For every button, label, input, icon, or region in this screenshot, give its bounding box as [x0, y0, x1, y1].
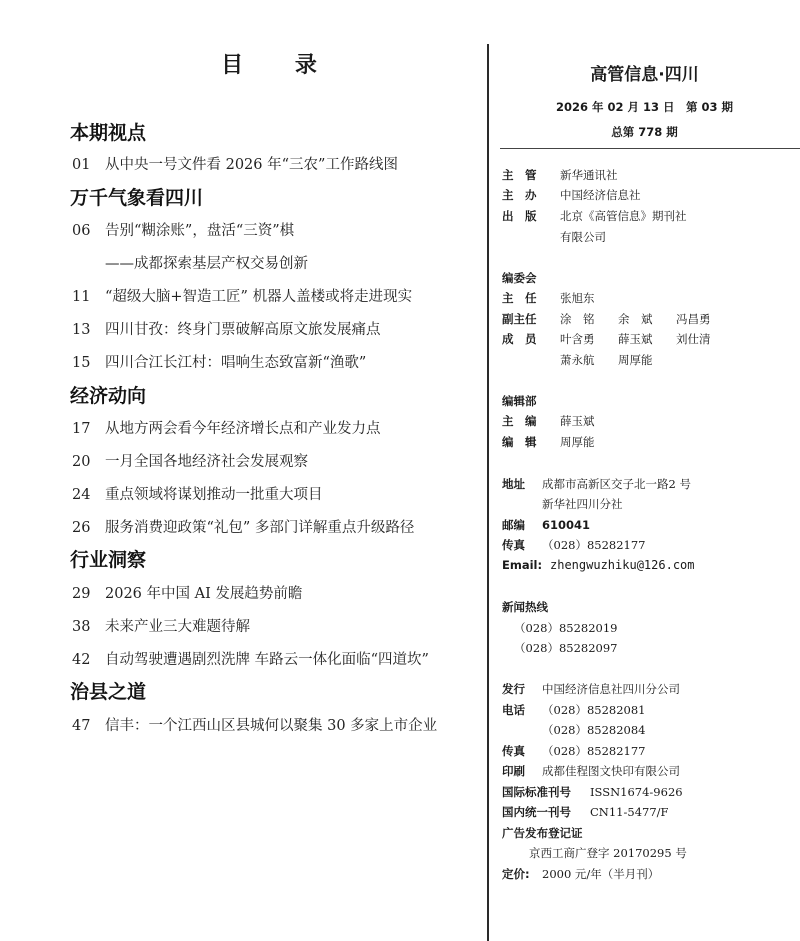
vice-director-name: 涂 铭: [560, 312, 595, 326]
cn-label: 国内统一刊号: [502, 805, 571, 819]
editorial-label: 编辑部: [502, 394, 537, 408]
issn-value: ISSN1674-9626: [590, 785, 683, 799]
zip-value: 610041: [542, 518, 591, 532]
cn-value: CN11-5477/F: [590, 805, 669, 819]
page-number: 01: [72, 157, 91, 173]
issn-label: 国际标准刊号: [502, 785, 571, 799]
issn-row: [502, 784, 683, 800]
fax2-value: （028）85282177: [542, 744, 646, 758]
section-heading: 行业洞察: [70, 549, 147, 571]
member-label: 成 员: [502, 332, 537, 346]
page-number: 17: [72, 421, 91, 437]
entry-subtitle: ——成都探索基层产权交易创新: [105, 256, 308, 272]
print-value: 成都佳程图文快印有限公司: [542, 764, 680, 778]
hotline-number: （028）85282097: [514, 641, 618, 655]
member-name: 叶含勇: [560, 332, 595, 346]
entry-title: 2026 年中国 AI 发展趋势前瞻: [105, 586, 303, 602]
toc-title: 目 录: [221, 53, 339, 78]
fax2-row: [502, 743, 645, 759]
chief-editor-row: [502, 413, 595, 429]
sponsor-label: 主 管: [502, 168, 537, 182]
toc-entry[interactable]: [72, 318, 381, 339]
address-value-cont: 新华社四川分社: [542, 497, 623, 511]
price-row: [502, 866, 659, 882]
member-row-2: [502, 352, 676, 368]
page-number: 06: [72, 223, 91, 239]
organizer-label: 主 办: [502, 188, 537, 202]
address-row: [502, 476, 691, 492]
publisher-label: 出 版: [502, 209, 537, 223]
page-number: 24: [72, 487, 91, 503]
toc-entry[interactable]: [72, 582, 302, 603]
masthead-rule: [500, 148, 800, 149]
toc-entry-subtitle: [105, 252, 308, 273]
print-row: [502, 763, 680, 779]
entry-title: 一月全国各地经济社会发展观察: [105, 454, 308, 470]
vice-director-name: 余 斌: [618, 312, 653, 326]
tel-row: [502, 702, 645, 718]
entry-title: 信丰：一个江西山区县城何以聚集 30 多家上市企业: [105, 718, 438, 734]
masthead: [489, 0, 800, 941]
email-row: [502, 558, 695, 572]
distribution-label: 发行: [502, 682, 525, 696]
sponsor-value: 新华通讯社: [560, 168, 618, 182]
vice-director-name: 冯昌勇: [676, 312, 711, 326]
publication-title: 高管信息·四川: [590, 65, 699, 85]
member-name: 刘仕清: [676, 332, 711, 346]
toc-entry[interactable]: [72, 615, 250, 636]
organizer-value: 中国经济信息社: [560, 188, 641, 202]
organizer-row: [502, 187, 641, 203]
member-name: 周厚能: [618, 353, 653, 367]
entry-title: 从地方两会看今年经济增长点和产业发力点: [105, 421, 381, 437]
toc-entry[interactable]: [72, 648, 429, 669]
editor-label: 编 辑: [502, 435, 537, 449]
page-number: 38: [72, 619, 91, 635]
print-label: 印刷: [502, 764, 525, 778]
tel-label: 电话: [502, 703, 525, 717]
toc-entry[interactable]: [72, 153, 398, 174]
entry-title: 从中央一号文件看 2026 年“三农”工作路线图: [105, 157, 398, 173]
publisher-value-cont: 有限公司: [560, 230, 606, 244]
chief-editor-label: 主 编: [502, 414, 537, 428]
committee-label: 编委会: [502, 271, 537, 285]
entry-title: 四川甘孜：终身门票破解高原文旅发展痛点: [105, 322, 381, 338]
toc-entry[interactable]: [72, 285, 412, 306]
chief-editor-value: 薛玉斌: [560, 414, 595, 428]
page-number: 11: [72, 289, 91, 305]
section-heading: 本期视点: [70, 122, 147, 144]
entry-title: 服务消费迎政策“礼包” 多部门详解重点升级路径: [105, 520, 415, 536]
page-number: 13: [72, 322, 91, 338]
director-value: 张旭东: [560, 291, 595, 305]
fax2-label: 传真: [502, 744, 525, 758]
entry-title: 未来产业三大难题待解: [105, 619, 250, 635]
zip-row: [502, 517, 590, 533]
ad-license-value: 京西工商广登字 20170295 号: [529, 846, 687, 860]
fax-row: [502, 537, 645, 553]
section-heading: 万千气象看四川: [70, 187, 204, 209]
toc-entry[interactable]: [72, 483, 323, 504]
entry-title: 自动驾驶遭遇剧烈洗牌 车路云一体化面临“四道坎”: [105, 652, 429, 668]
director-label: 主 任: [502, 291, 537, 305]
entry-title: 重点领域将谋划推动一批重大项目: [105, 487, 323, 503]
email-label: Email:: [502, 558, 543, 572]
entry-title: 四川合江长江村：唱响生态致富新“渔歌”: [105, 355, 367, 371]
tel-value: （028）85282084: [542, 723, 646, 737]
email-value[interactable]: zhengwuzhiku@126.com: [550, 558, 695, 572]
toc-entry[interactable]: [72, 450, 308, 471]
member-name: 薛玉斌: [618, 332, 653, 346]
editor-row: [502, 434, 595, 450]
sponsor-row: [502, 167, 618, 183]
page-number: 42: [72, 652, 91, 668]
publisher-value: 北京《高管信息》期刊社: [560, 209, 687, 223]
address-value: 成都市高新区交子北一路2 号: [542, 477, 691, 491]
page-number: 29: [72, 586, 91, 602]
editor-value: 周厚能: [560, 435, 595, 449]
distribution-value: 中国经济信息社四川分公司: [542, 682, 680, 696]
hotline-number: （028）85282019: [514, 621, 618, 635]
member-name: 萧永航: [560, 353, 595, 367]
issue-date: 2026 年 02 月 13 日 第 03 期: [555, 100, 734, 114]
total-issue-number: 总第 778 期: [611, 125, 678, 139]
page-number: 20: [72, 454, 91, 470]
entry-title: “超级大脑+智造工匠” 机器人盖楼或将走进现实: [105, 289, 413, 305]
distribution-row: [502, 681, 680, 697]
fax-value: （028）85282177: [542, 538, 646, 552]
price-label: 定价:: [502, 867, 530, 881]
page-number: 47: [72, 718, 91, 734]
toc-entry[interactable]: [72, 219, 294, 240]
zip-label: 邮编: [502, 518, 525, 532]
section-heading: 治县之道: [70, 681, 147, 703]
member-row: [502, 331, 734, 347]
vice-director-label: 副主任: [502, 312, 537, 326]
vice-director-row: [502, 311, 734, 327]
publisher-row: [502, 208, 687, 224]
toc-entry[interactable]: [72, 351, 366, 372]
toc-entry[interactable]: [72, 714, 437, 735]
tel-value: （028）85282081: [542, 703, 646, 717]
price-value: 2000 元/年（半月刊）: [542, 867, 660, 881]
entry-title: 告别“糊涂账”，盘活“三资”棋: [105, 223, 295, 239]
cn-row: [502, 804, 669, 820]
page-number: 15: [72, 355, 91, 371]
director-row: [502, 290, 595, 306]
address-label: 地址: [502, 477, 525, 491]
ad-license-label: 广告发布登记证: [502, 826, 583, 840]
toc-entry[interactable]: [72, 516, 414, 537]
hotline-label: 新闻热线: [502, 600, 548, 614]
section-heading: 经济动向: [70, 385, 147, 407]
page-number: 26: [72, 520, 91, 536]
fax-label: 传真: [502, 538, 525, 552]
toc-entry[interactable]: [72, 417, 381, 438]
